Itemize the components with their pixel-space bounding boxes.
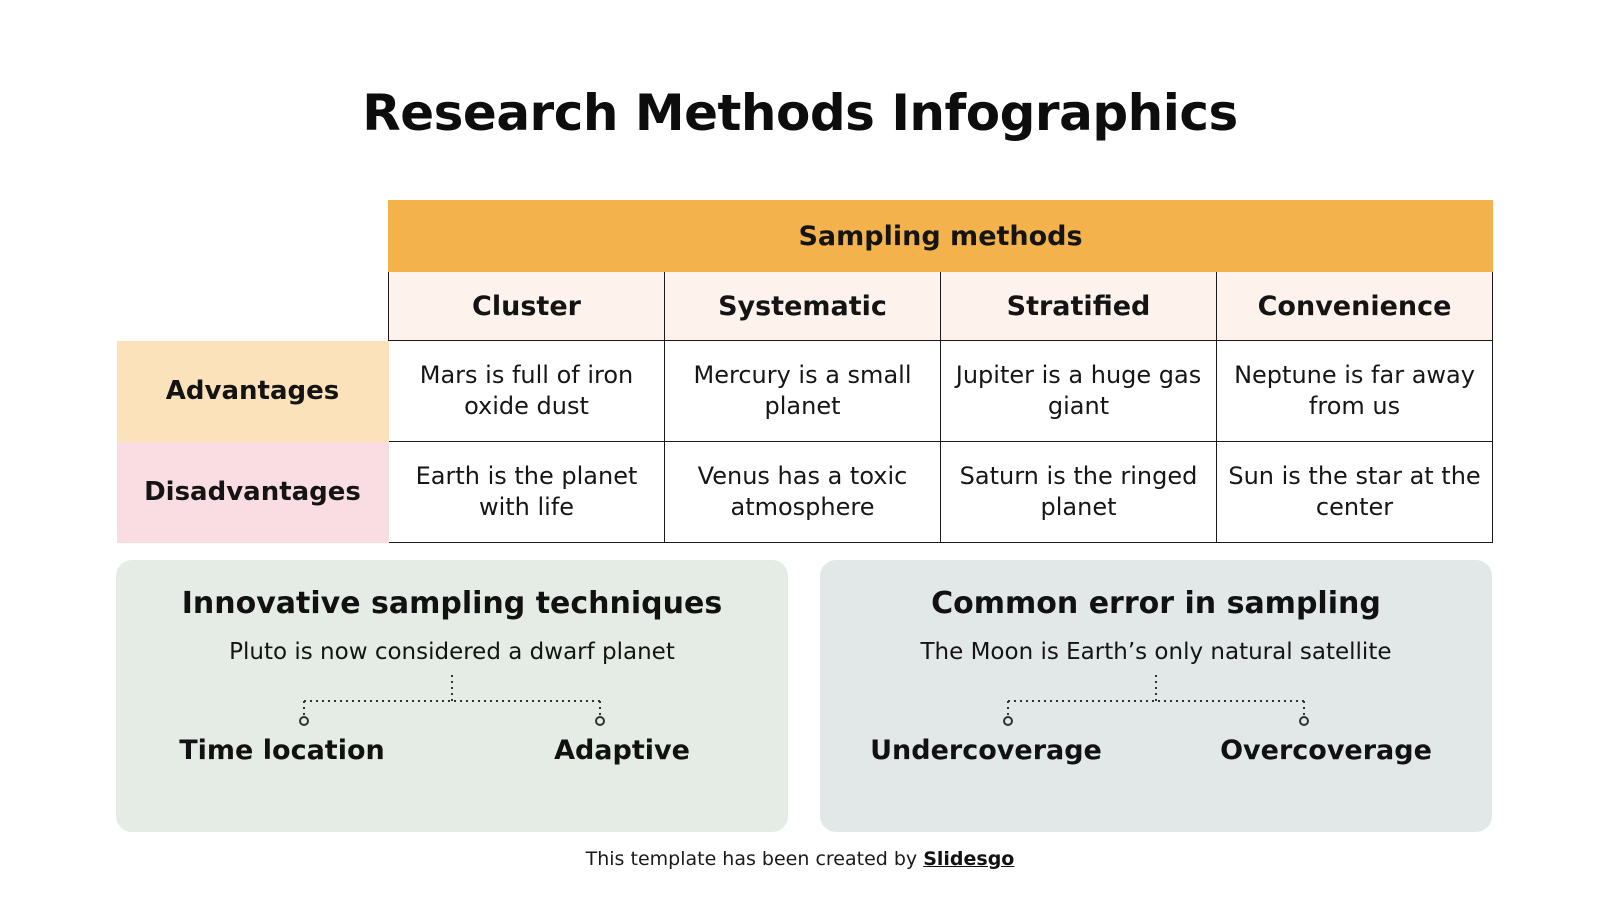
leaf-undercoverage: Undercoverage bbox=[870, 735, 1102, 766]
row-label-advantages: Advantages bbox=[117, 341, 389, 442]
slidesgo-link[interactable]: Slidesgo bbox=[923, 848, 1015, 870]
row-label-disadvantages: Disadvantages bbox=[117, 442, 389, 543]
table-row-disadvantages bbox=[117, 442, 1493, 543]
cell-advantages-stratified: Jupiter is a huge gas giant bbox=[941, 341, 1217, 442]
column-header-cluster: Cluster bbox=[389, 272, 665, 341]
panel-subtitle-common-error: The Moon is Earth’s only natural satellite bbox=[920, 639, 1392, 665]
footer-text: This template has been created by bbox=[585, 848, 924, 870]
panel-row bbox=[116, 560, 1492, 832]
panel-subtitle-innovative: Pluto is now considered a dwarf planet bbox=[229, 639, 675, 665]
panel-innovative-sampling-techniques bbox=[116, 560, 788, 832]
column-header-systematic: Systematic bbox=[665, 272, 941, 341]
table-corner-cell-2 bbox=[117, 272, 389, 341]
panel-common-error-in-sampling bbox=[820, 560, 1492, 832]
column-header-convenience: Convenience bbox=[1217, 272, 1493, 341]
leaf-adaptive: Adaptive bbox=[554, 735, 690, 766]
page-title: Research Methods Infographics bbox=[362, 84, 1238, 142]
cell-disadvantages-systematic: Venus has a toxic atmosphere bbox=[665, 442, 941, 543]
branch-lines-icon bbox=[292, 673, 612, 729]
table-corner-cell bbox=[117, 201, 389, 272]
cell-disadvantages-stratified: Saturn is the ringed planet bbox=[941, 442, 1217, 543]
branch-connector-innovative bbox=[116, 673, 788, 735]
leaf-overcoverage: Overcoverage bbox=[1220, 735, 1432, 766]
column-header-stratified: Stratified bbox=[941, 272, 1217, 341]
branch-lines-icon bbox=[996, 673, 1316, 729]
leaf-time-location: Time location bbox=[179, 735, 385, 766]
cell-advantages-cluster: Mars is full of iron oxide dust bbox=[389, 341, 665, 442]
cell-disadvantages-cluster: Earth is the planet with life bbox=[389, 442, 665, 543]
cell-disadvantages-convenience: Sun is the star at the center bbox=[1217, 442, 1493, 543]
table-row-advantages bbox=[117, 341, 1493, 442]
branch-connector-common-error bbox=[820, 673, 1492, 735]
panel-title-innovative: Innovative sampling techniques bbox=[181, 586, 723, 621]
table-row-group-header bbox=[117, 201, 1493, 272]
panel-title-common-error: Common error in sampling bbox=[931, 586, 1381, 621]
cell-advantages-systematic: Mercury is a small planet bbox=[665, 341, 941, 442]
sampling-methods-table bbox=[116, 200, 1492, 543]
cell-advantages-convenience: Neptune is far away from us bbox=[1217, 341, 1493, 442]
group-header-sampling-methods: Sampling methods bbox=[389, 201, 1493, 272]
panel-leaves-common-error bbox=[820, 735, 1492, 766]
table-row-sub-header bbox=[117, 272, 1493, 341]
footer-credit bbox=[0, 848, 1600, 870]
panel-leaves-innovative bbox=[116, 735, 788, 766]
